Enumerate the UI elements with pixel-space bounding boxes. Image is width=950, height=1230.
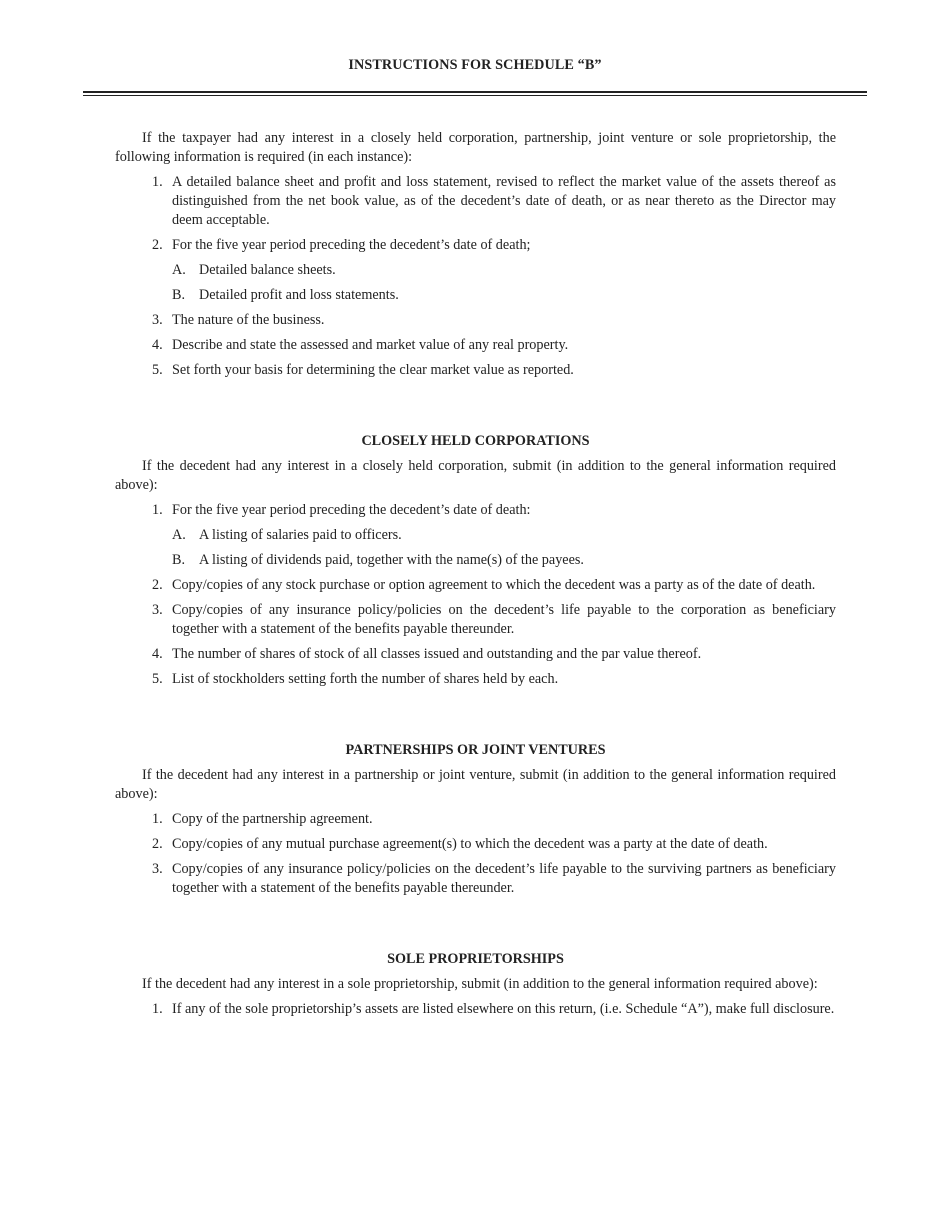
general-section	[115, 129, 836, 380]
item-number: 1.	[152, 1001, 163, 1017]
corporations-item-2	[115, 576, 836, 595]
general-intro: If the taxpayer had any interest in a closely held corporation, partnership, joint venture or sole proprietorship, the following information is required (in each instance):	[115, 130, 836, 165]
header-rule-thin	[83, 95, 867, 96]
item-text: For the five year period preceding the decedent’s date of death;	[172, 237, 531, 253]
partnerships-intro: If the decedent had any interest in a partnership or joint venture, submit (in addition to the general information required above):	[115, 767, 836, 802]
item-text: List of stockholders setting forth the number of shares held by each.	[172, 671, 559, 687]
subitem-letter: B.	[172, 287, 186, 303]
item-number: 3.	[152, 312, 163, 328]
sole-heading: SOLE PROPRIETORSHIPS	[387, 951, 564, 967]
item-text: The nature of the business.	[172, 312, 325, 328]
subitem-text: Detailed profit and loss statements.	[199, 287, 399, 303]
partnerships-item-2	[115, 835, 836, 854]
subitem-text: A listing of dividends paid, together with the name(s) of the payees.	[199, 552, 584, 568]
document-body	[115, 129, 836, 1025]
item-number: 5.	[152, 362, 163, 378]
subitem-text: A listing of salaries paid to officers.	[199, 527, 402, 543]
item-number: 4.	[152, 646, 163, 662]
corporations-item-3	[115, 601, 836, 639]
corporations-heading: CLOSELY HELD CORPORATIONS	[361, 433, 590, 449]
item-text: Copy/copies of any insurance policy/policies on the decedent’s life payable to the corporation as beneficiary together with a statement of the benefits payable thereunder.	[172, 602, 836, 637]
item-number: 4.	[152, 337, 163, 353]
general-subitem-a	[115, 261, 836, 280]
item-number: 1.	[152, 502, 163, 518]
page-title: INSTRUCTIONS FOR SCHEDULE “B”	[348, 57, 602, 73]
corporations-item-1	[115, 501, 836, 520]
general-item-2	[115, 236, 836, 255]
item-number: 1.	[152, 174, 163, 190]
general-item-1	[115, 173, 836, 230]
subitem-letter: A.	[172, 527, 186, 543]
item-number: 5.	[152, 671, 163, 687]
corporations-intro: If the decedent had any interest in a closely held corporation, submit (in addition to the general information required above):	[115, 458, 836, 493]
item-number: 3.	[152, 602, 163, 618]
sole-item-1	[115, 1000, 836, 1019]
item-text: A detailed balance sheet and profit and loss statement, revised to reflect the market value of the assets thereof as distinguished from the net book value, as of the decedent’s date of death, or as near thereto as the Director may deem acceptable.	[172, 174, 836, 228]
item-text: If any of the sole proprietorship’s assets are listed elsewhere on this return, (i.e. Schedule “A”), make full disclosure.	[172, 1001, 835, 1017]
item-number: 2.	[152, 577, 163, 593]
corporations-item-4	[115, 645, 836, 664]
item-text: For the five year period preceding the decedent’s date of death:	[172, 502, 531, 518]
general-item-4	[115, 336, 836, 355]
item-text: Copy/copies of any mutual purchase agreement(s) to which the decedent was a party at the date of death.	[172, 836, 768, 852]
general-item-5	[115, 361, 836, 380]
item-number: 3.	[152, 861, 163, 877]
sole-section	[115, 950, 836, 1019]
corporations-section	[115, 432, 836, 689]
item-number: 2.	[152, 237, 163, 253]
item-number: 2.	[152, 836, 163, 852]
header-rule-thick	[83, 91, 867, 93]
corporations-subitem-a	[115, 526, 836, 545]
item-text: Copy/copies of any insurance policy/policies on the decedent’s life payable to the surviving partners as beneficiary together with a statement of the benefits payable thereunder.	[172, 861, 836, 896]
item-number: 1.	[152, 811, 163, 827]
subitem-letter: B.	[172, 552, 186, 568]
item-text: The number of shares of stock of all classes issued and outstanding and the par value thereof.	[172, 646, 702, 662]
item-text: Describe and state the assessed and market value of any real property.	[172, 337, 569, 353]
general-subitem-b	[115, 286, 836, 305]
partnerships-item-3	[115, 860, 836, 898]
general-item-3	[115, 311, 836, 330]
sole-intro: If the decedent had any interest in a sole proprietorship, submit (in addition to the general information required above):	[142, 976, 818, 992]
corporations-item-5	[115, 670, 836, 689]
item-text: Copy/copies of any stock purchase or option agreement to which the decedent was a party as of the date of death.	[172, 577, 816, 593]
subitem-text: Detailed balance sheets.	[199, 262, 336, 278]
item-text: Set forth your basis for determining the clear market value as reported.	[172, 362, 574, 378]
partnerships-section	[115, 741, 836, 898]
partnerships-item-1	[115, 810, 836, 829]
partnerships-heading: PARTNERSHIPS OR JOINT VENTURES	[345, 742, 606, 758]
corporations-subitem-b	[115, 551, 836, 570]
subitem-letter: A.	[172, 262, 186, 278]
item-text: Copy of the partnership agreement.	[172, 811, 373, 827]
